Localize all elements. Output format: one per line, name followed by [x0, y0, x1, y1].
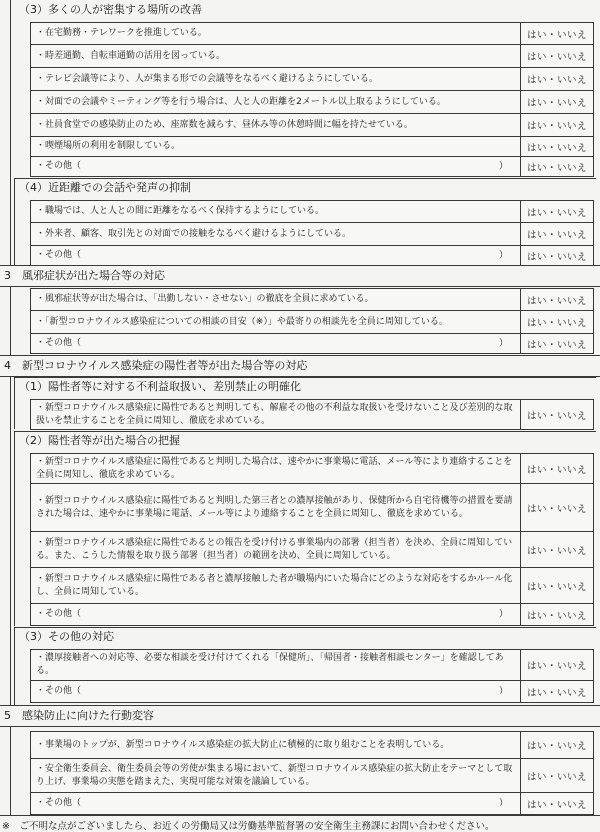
checklist-row: [30, 137, 594, 157]
item-text: [31, 793, 521, 814]
item-text: ・外来者、顧客、取引先との対面での接触をなるべく避けるようにしている。: [31, 223, 521, 245]
yes-no-choice[interactable]: はい・いいえ: [526, 799, 587, 811]
item-text: ・新型コロナウイルス感染症に陽性であると判明した第三者との濃厚接触があり、保健所から自宅待機等の措置を要請された場合は、速やかに事業場に電話、メール等により連絡することを全員に周知し、徹底を求めている。: [31, 484, 521, 531]
checklist-row: [30, 649, 594, 681]
item-text: ・新型コロナウイルス感染症に陽性であると判明した場合は、速やかに事業場に電話、メール等により連絡することを全員に周知し、徹底を求めている。: [31, 454, 521, 483]
yes-no-choice[interactable]: はい・いいえ: [526, 503, 587, 515]
checklist-row: [30, 731, 594, 759]
yes-no-choice[interactable]: はい・いいえ: [526, 581, 587, 593]
item-text: ・テレビ会議等により、人が集まる形での会議等をなるべく避けるようにしている。: [31, 68, 521, 90]
checklist-row: [30, 453, 594, 484]
item-text: ・対面での会議やミーティング等を行う場合は、人と人の距離を2メートル以上取るようにしている。: [31, 91, 521, 113]
checklist-row: [30, 157, 594, 177]
item-text: ・安全衛生委員会、衛生委員会等の労使が集まる場において、新型コロナウイルス感染症の拡大防止をテーマとして取り上げ、事業場の実態を踏まえた、実現可能な対策を議論している。: [31, 759, 521, 792]
checklist-row: [30, 223, 594, 246]
item-text: ・風邪症状等が出た場合は、「出勤しない・させない」の徹底を全員に求めている。: [31, 289, 521, 310]
section-title: 3 風邪症状が出た場合等の対応: [0, 265, 600, 287]
yes-no-choice[interactable]: はい・いいえ: [526, 295, 587, 307]
subsection-title: （3）多くの人が密集する場所の改善: [19, 3, 202, 16]
item-text: ・新型コロナウイルス感染症に陽性であると判明しても、解雇その他の不利益な取扱いを受けないこと及び差別的な取扱いを禁止することを全員に周知し、徹底を求めている。: [31, 400, 521, 429]
yes-no-choice[interactable]: はい・いいえ: [526, 687, 587, 699]
item-text: [31, 604, 521, 625]
left-rule: [10, 0, 11, 265]
yes-no-choice[interactable]: はい・いいえ: [526, 98, 587, 109]
yes-no-choice[interactable]: はい・いいえ: [526, 410, 587, 422]
other-label: ・その他（: [36, 609, 82, 619]
other-label: ・その他（: [36, 686, 82, 696]
checklist-row: [30, 288, 594, 311]
yes-no-choice[interactable]: はい・いいえ: [526, 162, 587, 174]
yes-no-choice[interactable]: はい・いいえ: [526, 464, 587, 476]
checklist-row: [30, 114, 594, 137]
yes-no-choice[interactable]: はい・いいえ: [526, 142, 587, 154]
section-title: 4 新型コロナウイルス感染症の陽性者等が出た場合等の対応: [0, 355, 600, 377]
item-text: [31, 157, 521, 176]
other-close-paren: ）: [498, 338, 508, 348]
item-text: ・事業場のトップが、新型コロナウイルス感染症の拡大防止に積極的に取り組むことを表明している。: [31, 732, 521, 758]
other-close-paren: ）: [498, 609, 508, 619]
yes-no-choice[interactable]: はい・いいえ: [526, 339, 587, 351]
item-text: ・在宅勤務・テレワークを推進している。: [31, 23, 521, 44]
section-title: 5 感染防止に向けた行動変容: [0, 705, 600, 727]
item-text: ・社員食堂での感染防止のため、座席数を減らす、昼休み等の休憩時間に幅を持たせている。: [31, 114, 521, 136]
yes-no-choice[interactable]: はい・いいえ: [526, 29, 587, 41]
item-text: ・新型コロナウイルス感染症に陽性である者と濃厚接触した者が職場内にいた場合にどのような対応をするかルール化し、全員に周知している。: [31, 568, 521, 603]
item-text: [31, 334, 521, 353]
checklist-row: [30, 793, 594, 815]
checklist-row: [30, 568, 594, 604]
other-close-paren: ）: [498, 250, 508, 260]
other-label: ・その他（: [36, 250, 82, 260]
other-close-paren: ）: [498, 798, 508, 808]
footnote: ※ ご不明な点がございましたら、お近くの労働局又は労働基準監督署の安全衛生主務課にお問い合わせください。: [2, 821, 495, 832]
other-label: ・その他（: [36, 798, 82, 808]
checklist-row: [30, 200, 594, 223]
checklist-row: [30, 399, 594, 430]
bottom-rule: [0, 815, 600, 816]
item-text: ・喫煙場所の利用を制限している。: [31, 137, 521, 156]
left-rule: [10, 285, 11, 355]
yes-no-choice[interactable]: はい・いいえ: [526, 318, 587, 329]
checklist-row: [30, 532, 594, 568]
left-rule: [10, 725, 11, 815]
other-label: ・その他（: [36, 161, 82, 171]
checklist-row: [30, 22, 594, 45]
yes-no-choice[interactable]: はい・いいえ: [526, 771, 587, 783]
yes-no-choice[interactable]: はい・いいえ: [526, 610, 587, 622]
checklist-row: [30, 246, 594, 266]
item-text: [31, 681, 521, 702]
yes-no-choice[interactable]: はい・いいえ: [526, 52, 587, 63]
checklist-row: [30, 334, 594, 354]
checklist-row: [30, 45, 594, 68]
checklist-row: [30, 311, 594, 334]
left-rule: [10, 375, 11, 705]
yes-no-choice[interactable]: はい・いいえ: [526, 75, 587, 86]
item-text: [31, 246, 521, 265]
checklist-row: [30, 91, 594, 114]
yes-no-choice[interactable]: はい・いいえ: [526, 661, 587, 672]
yes-no-choice[interactable]: はい・いいえ: [526, 207, 587, 219]
subsection-title: （4）近距離での会話や発声の抑制: [19, 181, 191, 194]
yes-no-choice[interactable]: はい・いいえ: [526, 741, 587, 752]
item-text: ・「新型コロナウイルス感染症についての相談の目安（※）」や最寄りの相談先を全員に周知している。: [31, 311, 521, 333]
subsection-title: （2）陽性者等が出た場合の把握: [19, 434, 180, 447]
subsection-title: （3）その他の対応: [19, 630, 114, 643]
yes-no-choice[interactable]: はい・いいえ: [526, 121, 587, 132]
other-close-paren: ）: [498, 686, 508, 696]
checklist-row: [30, 484, 594, 532]
subsection-title: （1）陽性者等に対する不利益取扱い、差別禁止の明確化: [19, 380, 301, 393]
other-close-paren: ）: [498, 161, 508, 171]
item-text: ・時差通勤、自転車通勤の活用を図っている。: [31, 45, 521, 67]
checklist-row: [30, 68, 594, 91]
checklist-row: [30, 604, 594, 626]
yes-no-choice[interactable]: はい・いいえ: [526, 230, 587, 241]
item-text: ・職場では、人と人との間に距離をなるべく保持するようにしている。: [31, 201, 521, 222]
yes-no-choice[interactable]: はい・いいえ: [526, 251, 587, 263]
checklist-row: [30, 759, 594, 793]
item-text: ・濃厚接触者への対応等、必要な相談を受け付けてくれる「保健所」、「帰国者・接触者相談センター」を確認してある。: [31, 650, 521, 680]
item-text: ・新型コロナウイルス感染症に陽性であるとの報告を受け付ける事業場内の部署（担当者）を決め、全員に周知している。また、こうした情報を取り扱う部署（担当者）の範囲を決め、全員に周知している。: [31, 532, 521, 567]
checklist-row: [30, 681, 594, 703]
other-label: ・その他（: [36, 338, 82, 348]
yes-no-choice[interactable]: はい・いいえ: [526, 545, 587, 557]
